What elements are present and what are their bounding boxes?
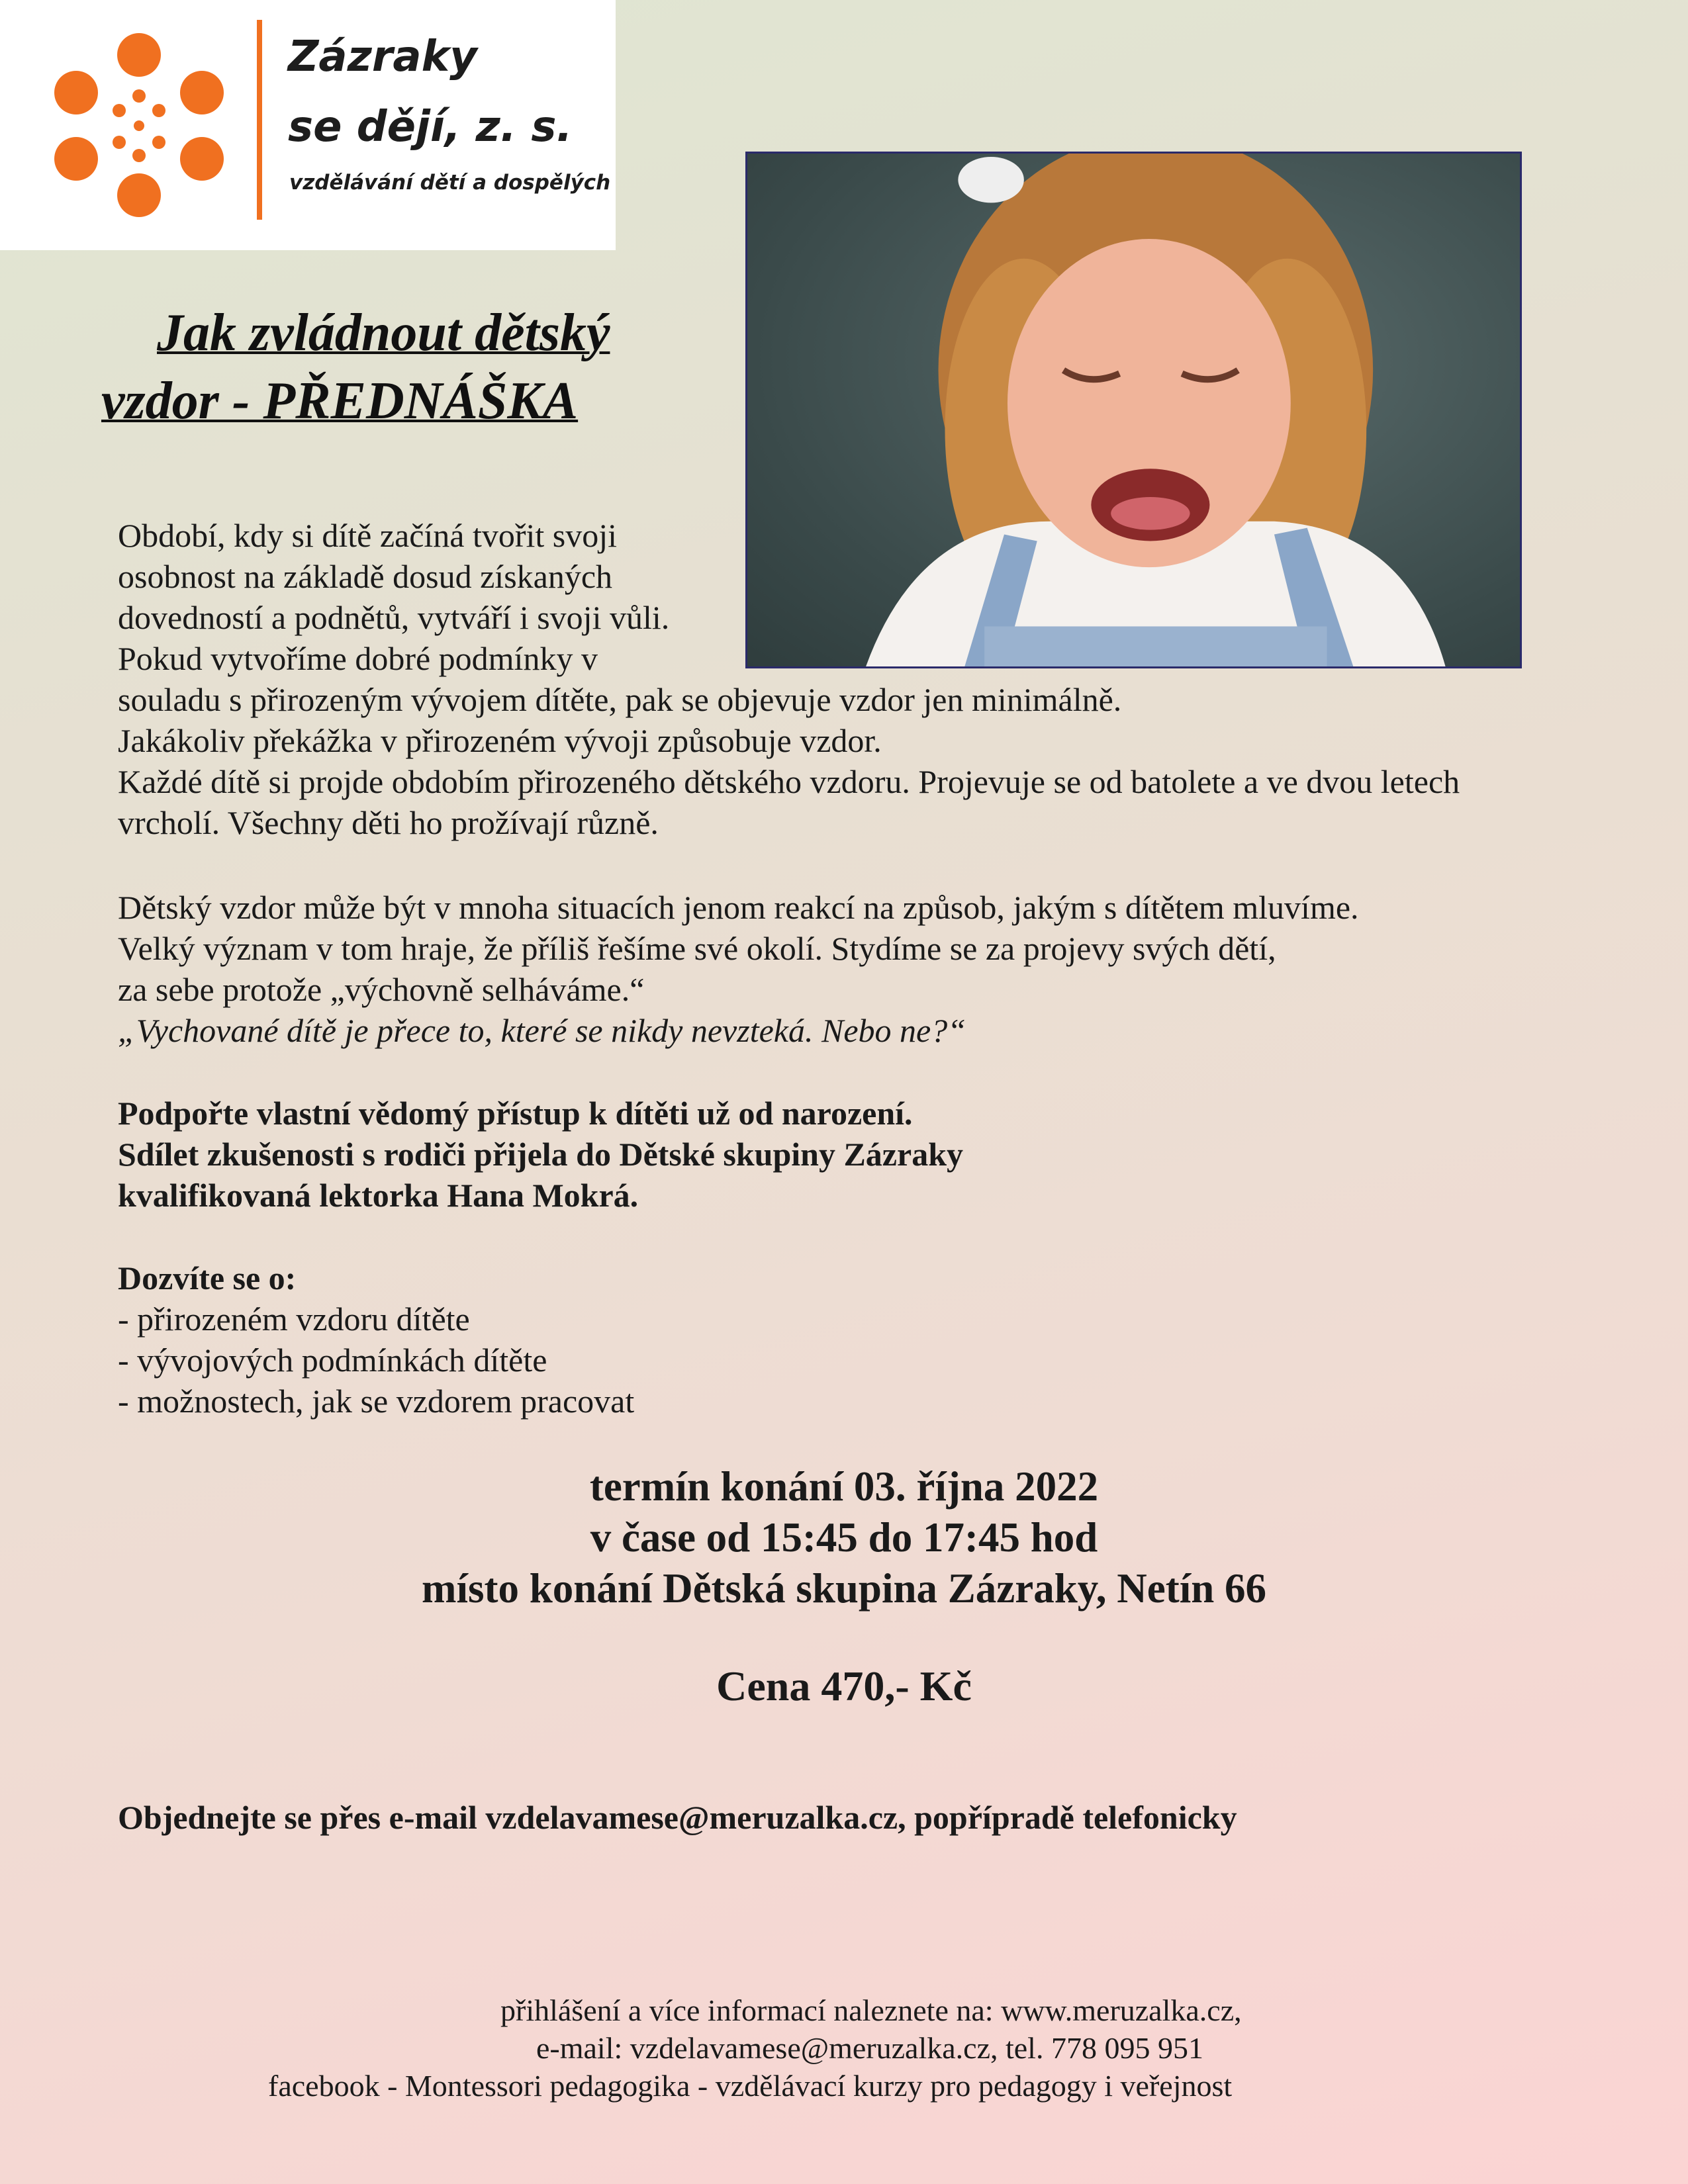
support-line: kvalifikovaná lektorka Hana Mokrá.	[118, 1177, 639, 1214]
event-price: Cena 470,- Kč	[716, 1662, 972, 1709]
intro-line: Každé dítě si projde obdobím přirozeného dětského vzdoru. Projevuje se od batolete a ve dvou letech	[118, 763, 1460, 800]
logo-name-line1: Zázraky	[288, 32, 477, 81]
support-paragraph	[118, 1093, 963, 1216]
logo	[0, 0, 616, 250]
list-item: - vývojových podmínkách dítěte	[118, 1342, 547, 1379]
page-title-line2: vzdor - PŘEDNÁŠKA	[101, 372, 579, 430]
intro-line: Pokud vytvoříme dobré podmínky v	[118, 640, 598, 677]
intro-line: osobnost na základě dosud získaných	[118, 558, 613, 595]
footer-line2: e-mail: vzdelavamese@meruzalka.cz, tel. 778 095 951	[536, 2031, 1203, 2065]
event-time: v čase od 15:45 do 17:45 hod	[590, 1514, 1098, 1561]
event-place: místo konání Dětská skupina Zázraky, Netín 66	[422, 1565, 1266, 1612]
orange-dots-flower-icon	[46, 30, 232, 222]
intro-line: Období, kdy si dítě začíná tvořit svoji	[118, 517, 618, 554]
logo-name-line2: se dějí, z. s.	[288, 103, 573, 152]
list-item: - přirozeném vzdoru dítěte	[118, 1300, 470, 1338]
learn-section	[118, 1257, 634, 1422]
footer-line1: přihlášení a více informací naleznete na: www.meruzalka.cz,	[500, 1993, 1242, 2027]
intro-line: vrcholí. Všechny děti ho prožívají různě.	[118, 804, 659, 841]
support-line: Sdílet zkušenosti s rodiči přijela do Dětské skupiny Zázraky	[118, 1136, 964, 1173]
quote: „Vychované dítě je přece to, které se nikdy nevzteká. Nebo ne?“	[118, 1012, 966, 1049]
event-date: termín konání 03. října 2022	[589, 1463, 1099, 1510]
learn-heading: Dozvíte se o:	[118, 1259, 297, 1297]
paragraph-line: za sebe protože „výchovně selháváme.“	[118, 971, 645, 1008]
paragraph-line: Dětský vzdor může být v mnoha situacích jenom reakcí na způsob, jakým s dítětem mluvíme.	[118, 889, 1359, 926]
intro-line: Jakákoliv překážka v přirozeném vývoji způsobuje vzdor.	[118, 722, 882, 759]
footer-line3: facebook - Montessori pedagogika - vzdělávací kurzy pro pedagogy i veřejnost	[268, 2069, 1233, 2103]
intro-line: souladu s přirozeným vývojem dítěte, pak se objevuje vzdor jen minimálně.	[118, 681, 1122, 718]
support-line: Podpořte vlastní vědomý přístup k dítěti už od narození.	[118, 1095, 913, 1132]
intro-line: dovedností a podnětů, vytváří i svoji vůli.	[118, 599, 670, 636]
logo-divider	[257, 20, 262, 220]
paragraph-line: Velký význam v tom hraje, že příliš řešíme své okolí. Stydíme se za projevy svých dětí,	[118, 930, 1276, 967]
order-info: Objednejte se přes e-mail vzdelavamese@meruzalka.cz, popřípradě telefonicky	[118, 1799, 1237, 1836]
list-item: - možnostech, jak se vzdorem pracovat	[118, 1383, 635, 1420]
logo-tagline: vzdělávání dětí a dospělých	[289, 171, 611, 195]
intro-paragraph	[118, 515, 1460, 843]
event-info	[0, 1461, 1688, 1614]
page-title-line1: Jak zvládnout dětský	[157, 304, 610, 362]
paragraph-2	[118, 887, 1359, 1051]
